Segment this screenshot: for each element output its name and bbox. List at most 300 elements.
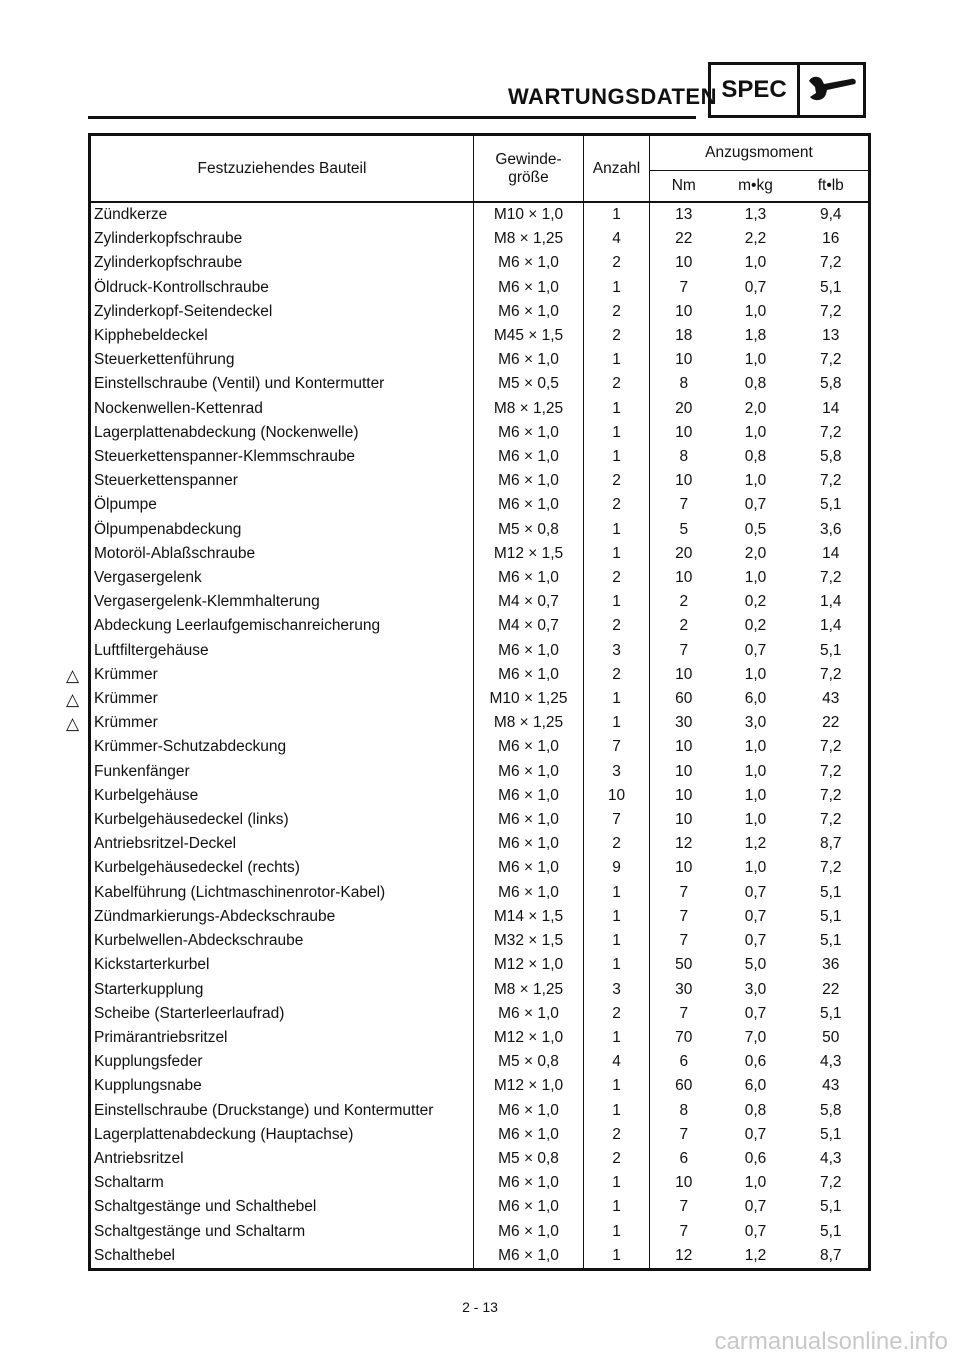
- cell-part: Funkenfänger: [94, 762, 190, 780]
- cell-ftlb: 16: [822, 230, 840, 248]
- cell-nm: 7: [650, 881, 718, 905]
- cell-thread: M6 × 1,0: [474, 1123, 584, 1147]
- cell-mkg: 0,8: [744, 375, 767, 393]
- table-row: [90, 639, 870, 663]
- cell-thread: M6 × 1,0: [474, 735, 584, 759]
- cell-thread: M5 × 0,8: [474, 1147, 584, 1171]
- cell-mkg: 1,2: [744, 835, 767, 853]
- table-row: [90, 1147, 870, 1171]
- cell-part: Vergasergelenk-Klemmhalterung: [94, 593, 320, 611]
- cell-nm: 30: [650, 978, 718, 1002]
- cell-part: Schaltgestänge und Schaltarm: [94, 1222, 306, 1240]
- cell-part: Kupplungsfeder: [94, 1053, 203, 1071]
- cell-nm: 13: [650, 202, 718, 227]
- cell-part: Zylinderkopf-Seitendeckel: [94, 302, 273, 320]
- cell-ftlb: 5,1: [819, 1004, 842, 1022]
- cell-qty: 1: [584, 929, 650, 953]
- torque-table: [88, 133, 871, 1271]
- cell-nm: 10: [650, 856, 718, 880]
- table-row: [90, 1074, 870, 1098]
- table-row: [90, 227, 870, 251]
- cell-nm: 10: [650, 566, 718, 590]
- cell-mkg: 0,2: [744, 617, 767, 635]
- cell-nm: 5: [650, 518, 718, 542]
- cell-thread: M6 × 1,0: [474, 1195, 584, 1219]
- cell-mkg: 0,7: [744, 1222, 767, 1240]
- cell-nm: 7: [650, 276, 718, 300]
- cell-mkg: 1,0: [744, 472, 767, 490]
- col-header-mkg: m•kg: [718, 171, 794, 203]
- cell-part: Motoröl-Ablaßschraube: [94, 544, 256, 562]
- cell-part: Kurbelgehäusedeckel (links): [94, 811, 289, 829]
- cell-ftlb: 7,2: [819, 762, 842, 780]
- cell-qty: 2: [584, 372, 650, 396]
- cell-thread: M6 × 1,0: [474, 663, 584, 687]
- cell-part: Steuerkettenführung: [94, 351, 235, 369]
- cell-qty: 1: [584, 1099, 650, 1123]
- cell-ftlb: 5,1: [819, 496, 842, 514]
- cell-mkg: 1,8: [744, 327, 767, 345]
- cell-qty: 1: [584, 711, 650, 735]
- cell-part: Krümmer: [94, 665, 158, 683]
- cell-nm: 10: [650, 735, 718, 759]
- cell-thread: M8 × 1,25: [474, 397, 584, 421]
- cell-ftlb: 50: [822, 1028, 840, 1046]
- table-row: [90, 881, 870, 905]
- col-header-qty: Anzahl: [584, 135, 650, 203]
- table-row: [90, 566, 870, 590]
- cell-nm: 12: [650, 832, 718, 856]
- table-row: [90, 1026, 870, 1050]
- cell-nm: 2: [650, 590, 718, 614]
- cell-nm: 30: [650, 711, 718, 735]
- cell-thread: M6 × 1,0: [474, 856, 584, 880]
- cell-nm: 10: [650, 348, 718, 372]
- cell-qty: 4: [584, 227, 650, 251]
- cell-mkg: 0,7: [744, 496, 767, 514]
- cell-ftlb: 43: [822, 1077, 840, 1095]
- cell-mkg: 1,0: [744, 351, 767, 369]
- cell-mkg: 1,0: [744, 665, 767, 683]
- cell-qty: 1: [584, 590, 650, 614]
- col-header-thread: [474, 135, 584, 203]
- cell-mkg: 0,7: [744, 883, 767, 901]
- cell-qty: 2: [584, 663, 650, 687]
- cell-part: Antriebsritzel-Deckel: [94, 835, 237, 853]
- cell-qty: 4: [584, 1050, 650, 1074]
- cell-qty: 2: [584, 324, 650, 348]
- cell-part: Schalthebel: [94, 1246, 176, 1264]
- cell-mkg: 0,7: [744, 641, 767, 659]
- cell-thread: M6 × 1,0: [474, 445, 584, 469]
- table-row: [90, 348, 870, 372]
- cell-mkg: 1,0: [744, 569, 767, 587]
- table-row: [90, 1171, 870, 1195]
- cell-thread: M8 × 1,25: [474, 711, 584, 735]
- cell-nm: 12: [650, 1244, 718, 1270]
- table-row: [90, 542, 870, 566]
- cell-qty: 7: [584, 735, 650, 759]
- table-row: [90, 300, 870, 324]
- cell-qty: 1: [584, 276, 650, 300]
- cell-mkg: 0,7: [744, 932, 767, 950]
- cell-thread: M12 × 1,5: [474, 542, 584, 566]
- cell-qty: 1: [584, 202, 650, 227]
- cell-thread: M45 × 1,5: [474, 324, 584, 348]
- watermark: carmanualsonline.info: [714, 1328, 948, 1355]
- cell-nm: 10: [650, 663, 718, 687]
- cell-qty: 1: [584, 518, 650, 542]
- cell-nm: 8: [650, 445, 718, 469]
- cell-mkg: 1,0: [744, 254, 767, 272]
- cell-ftlb: 7,2: [819, 351, 842, 369]
- cell-thread: M6 × 1,0: [474, 300, 584, 324]
- table-row: [90, 276, 870, 300]
- cell-ftlb: 7,2: [819, 423, 842, 441]
- cell-ftlb: 14: [822, 544, 840, 562]
- cell-ftlb: 43: [822, 690, 840, 708]
- cell-ftlb: 9,4: [819, 206, 842, 223]
- cell-ftlb: 7,2: [819, 811, 842, 829]
- cell-ftlb: 7,2: [819, 569, 842, 587]
- table-row: [90, 784, 870, 808]
- cell-mkg: 1,0: [744, 762, 767, 780]
- cell-thread: M32 × 1,5: [474, 929, 584, 953]
- cell-part: Einstellschraube (Ventil) und Kontermutter: [94, 375, 385, 393]
- cell-part: Lagerplattenabdeckung (Hauptachse): [94, 1125, 354, 1143]
- cell-qty: 1: [584, 1244, 650, 1270]
- cell-part: Luftfiltergehäuse: [94, 641, 209, 659]
- cell-mkg: 0,6: [744, 1149, 767, 1167]
- title-underline: [88, 116, 696, 119]
- cell-ftlb: 5,8: [819, 448, 842, 466]
- cell-part: Lagerplattenabdeckung (Nockenwelle): [94, 423, 359, 441]
- cell-nm: 10: [650, 1171, 718, 1195]
- cell-thread: M6 × 1,0: [474, 832, 584, 856]
- cell-nm: 10: [650, 808, 718, 832]
- cell-ftlb: 7,2: [819, 738, 842, 756]
- cell-ftlb: 5,1: [819, 1198, 842, 1216]
- cell-thread: M6 × 1,0: [474, 1171, 584, 1195]
- table-row: [90, 1002, 870, 1026]
- cell-nm: 10: [650, 300, 718, 324]
- cell-part: Zündkerze: [94, 206, 168, 223]
- cell-part: Krümmer: [94, 714, 158, 732]
- cell-part: Ölpumpe: [94, 496, 157, 514]
- table-row: [90, 1123, 870, 1147]
- cell-nm: 7: [650, 1123, 718, 1147]
- cell-mkg: 0,5: [744, 520, 767, 538]
- cell-part: Abdeckung Leerlaufgemischanreicherung: [94, 617, 381, 635]
- cell-part: Steuerkettenspanner: [94, 472, 238, 490]
- cell-nm: 60: [650, 687, 718, 711]
- table-row: [90, 760, 870, 784]
- cell-mkg: 0,7: [744, 907, 767, 925]
- cell-qty: 2: [584, 1002, 650, 1026]
- table-row: [90, 1220, 870, 1244]
- cell-ftlb: 7,2: [819, 786, 842, 804]
- table-row: [90, 663, 870, 687]
- table-row: [90, 978, 870, 1002]
- cell-part: Vergasergelenk: [94, 569, 202, 587]
- cell-part: Nockenwellen-Kettenrad: [94, 399, 263, 417]
- cell-qty: 10: [584, 784, 650, 808]
- cell-part: Antriebsritzel: [94, 1149, 184, 1167]
- cell-qty: 1: [584, 905, 650, 929]
- cell-part: Öldruck-Kontrollschraube: [94, 278, 269, 296]
- cell-mkg: 1,0: [744, 786, 767, 804]
- cell-thread: M6 × 1,0: [474, 1244, 584, 1270]
- cell-mkg: 0,7: [744, 278, 767, 296]
- cell-qty: 1: [584, 881, 650, 905]
- cell-part: Krümmer-Schutzabdeckung: [94, 738, 287, 756]
- cell-qty: 1: [584, 421, 650, 445]
- cell-mkg: 0,8: [744, 1101, 767, 1119]
- cell-mkg: 0,6: [744, 1053, 767, 1071]
- cell-thread: M12 × 1,0: [474, 953, 584, 977]
- cell-thread: M5 × 0,8: [474, 1050, 584, 1074]
- cell-thread: M6 × 1,0: [474, 469, 584, 493]
- cell-ftlb: 4,3: [819, 1149, 842, 1167]
- wrench-icon: [800, 65, 863, 115]
- cell-ftlb: 7,2: [819, 472, 842, 490]
- table-row: [90, 251, 870, 275]
- cell-ftlb: 3,6: [819, 520, 842, 538]
- cell-nm: 2: [650, 614, 718, 638]
- table-row: [90, 1244, 870, 1270]
- cell-nm: 50: [650, 953, 718, 977]
- triangle-marker-icon: △: [66, 714, 80, 734]
- cell-qty: 3: [584, 639, 650, 663]
- cell-ftlb: 5,1: [819, 1222, 842, 1240]
- table-row: [90, 735, 870, 759]
- cell-part: Zylinderkopfschraube: [94, 230, 243, 248]
- cell-mkg: 1,0: [744, 1174, 767, 1192]
- table-row: [90, 905, 870, 929]
- cell-nm: 20: [650, 397, 718, 421]
- page-title: WARTUNGSDATEN: [508, 84, 717, 109]
- cell-thread: M6 × 1,0: [474, 566, 584, 590]
- cell-qty: 3: [584, 978, 650, 1002]
- triangle-marker-icon: △: [66, 690, 80, 709]
- cell-thread: M12 × 1,0: [474, 1026, 584, 1050]
- cell-part: Kipphebeldeckel: [94, 327, 208, 345]
- cell-ftlb: 5,1: [819, 907, 842, 925]
- cell-part: Starterkupplung: [94, 980, 204, 998]
- cell-qty: 2: [584, 300, 650, 324]
- cell-qty: 1: [584, 348, 650, 372]
- cell-thread: M6 × 1,0: [474, 276, 584, 300]
- cell-qty: 9: [584, 856, 650, 880]
- spec-label: SPEC: [711, 65, 800, 115]
- cell-ftlb: 5,8: [819, 375, 842, 393]
- cell-ftlb: 22: [822, 714, 840, 732]
- cell-ftlb: 7,2: [819, 665, 842, 683]
- cell-mkg: 0,7: [744, 1004, 767, 1022]
- cell-nm: 60: [650, 1074, 718, 1098]
- cell-nm: 7: [650, 1195, 718, 1219]
- cell-mkg: 1,0: [744, 738, 767, 756]
- cell-ftlb: 5,8: [819, 1101, 842, 1119]
- col-header-torque: Anzugsmoment: [650, 135, 870, 171]
- cell-qty: 2: [584, 251, 650, 275]
- cell-thread: M6 × 1,0: [474, 639, 584, 663]
- cell-thread: M6 × 1,0: [474, 1002, 584, 1026]
- cell-qty: 1: [584, 1074, 650, 1098]
- cell-qty: 1: [584, 397, 650, 421]
- table-row: [90, 1195, 870, 1219]
- cell-nm: 10: [650, 469, 718, 493]
- table-row: [90, 421, 870, 445]
- cell-part: Schaltgestänge und Schalthebel: [94, 1198, 317, 1216]
- cell-mkg: 0,8: [744, 448, 767, 466]
- cell-thread: M6 × 1,0: [474, 1099, 584, 1123]
- cell-nm: 18: [650, 324, 718, 348]
- cell-nm: 8: [650, 372, 718, 396]
- cell-qty: 1: [584, 687, 650, 711]
- cell-qty: 1: [584, 445, 650, 469]
- cell-qty: 1: [584, 953, 650, 977]
- cell-thread: M12 × 1,0: [474, 1074, 584, 1098]
- table-row: [90, 397, 870, 421]
- cell-ftlb: 7,2: [819, 1174, 842, 1192]
- cell-ftlb: 8,7: [819, 835, 842, 853]
- cell-nm: 20: [650, 542, 718, 566]
- table-row: [90, 1050, 870, 1074]
- cell-mkg: 6,0: [744, 1077, 767, 1095]
- table-row: [90, 372, 870, 396]
- cell-ftlb: 1,4: [819, 593, 842, 611]
- cell-qty: 2: [584, 1147, 650, 1171]
- cell-ftlb: 1,4: [819, 617, 842, 635]
- table-body: [90, 202, 870, 1269]
- cell-thread: M6 × 1,0: [474, 784, 584, 808]
- cell-nm: 7: [650, 1002, 718, 1026]
- cell-nm: 10: [650, 784, 718, 808]
- cell-ftlb: 13: [822, 327, 840, 345]
- cell-thread: M14 × 1,5: [474, 905, 584, 929]
- cell-thread: M6 × 1,0: [474, 251, 584, 275]
- cell-qty: 7: [584, 808, 650, 832]
- cell-mkg: 1,3: [744, 206, 767, 223]
- cell-nm: 70: [650, 1026, 718, 1050]
- col-header-thread-line1: Gewinde-: [495, 150, 562, 168]
- cell-part: Ölpumpenabdeckung: [94, 520, 242, 538]
- triangle-marker-icon: △: [66, 665, 80, 685]
- cell-thread: M8 × 1,25: [474, 227, 584, 251]
- cell-mkg: 6,0: [744, 690, 767, 708]
- cell-qty: 2: [584, 614, 650, 638]
- cell-nm: 7: [650, 929, 718, 953]
- cell-ftlb: 5,1: [819, 1125, 842, 1143]
- table-row: [90, 469, 870, 493]
- table-row: [90, 808, 870, 832]
- cell-ftlb: 7,2: [819, 254, 842, 272]
- col-header-part: Festzuziehendes Bauteil: [90, 135, 474, 203]
- spec-badge: [708, 62, 866, 118]
- cell-mkg: 1,0: [744, 811, 767, 829]
- cell-part: Kickstarterkurbel: [94, 956, 210, 974]
- cell-ftlb: 5,1: [819, 932, 842, 950]
- cell-nm: 8: [650, 1099, 718, 1123]
- cell-nm: 10: [650, 251, 718, 275]
- cell-qty: 3: [584, 760, 650, 784]
- cell-thread: M6 × 1,0: [474, 881, 584, 905]
- table-row: [90, 929, 870, 953]
- cell-thread: M6 × 1,0: [474, 1220, 584, 1244]
- cell-part: Kurbelwellen-Abdeckschraube: [94, 932, 304, 950]
- table-row: [90, 832, 870, 856]
- cell-mkg: 1,0: [744, 423, 767, 441]
- cell-thread: M6 × 1,0: [474, 808, 584, 832]
- table-row: [90, 1099, 870, 1123]
- cell-nm: 22: [650, 227, 718, 251]
- cell-nm: 7: [650, 493, 718, 517]
- cell-part: Zündmarkierungs-Abdeckschraube: [94, 907, 336, 925]
- cell-mkg: 1,2: [744, 1246, 767, 1264]
- cell-mkg: 5,0: [744, 956, 767, 974]
- col-header-ftlb: ft•lb: [794, 171, 870, 203]
- cell-part: Kabelführung (Lichtmaschinenrotor-Kabel): [94, 883, 386, 901]
- cell-thread: M6 × 1,0: [474, 421, 584, 445]
- cell-mkg: 7,0: [744, 1028, 767, 1046]
- cell-ftlb: 5,1: [819, 278, 842, 296]
- cell-thread: M8 × 1,25: [474, 978, 584, 1002]
- cell-ftlb: 22: [822, 980, 840, 998]
- page-number: 2 - 13: [462, 1299, 498, 1315]
- cell-part: Krümmer: [94, 690, 158, 708]
- cell-part: Einstellschraube (Druckstange) und Kontermutter: [94, 1101, 434, 1119]
- cell-part: Kurbelgehäusedeckel (rechts): [94, 859, 300, 877]
- cell-thread: M5 × 0,5: [474, 372, 584, 396]
- cell-nm: 7: [650, 905, 718, 929]
- cell-mkg: 1,0: [744, 859, 767, 877]
- table-row: [90, 953, 870, 977]
- cell-thread: M10 × 1,0: [474, 202, 584, 227]
- cell-thread: M6 × 1,0: [474, 493, 584, 517]
- cell-ftlb: 4,3: [819, 1053, 842, 1071]
- cell-mkg: 3,0: [744, 980, 767, 998]
- cell-part: Kupplungsnabe: [94, 1077, 202, 1095]
- cell-qty: 1: [584, 1171, 650, 1195]
- cell-thread: M10 × 1,25: [474, 687, 584, 711]
- cell-mkg: 2,0: [744, 399, 767, 417]
- cell-thread: M4 × 0,7: [474, 590, 584, 614]
- cell-ftlb: 36: [822, 956, 840, 974]
- cell-qty: 2: [584, 493, 650, 517]
- table-row: [90, 324, 870, 348]
- cell-ftlb: 7,2: [819, 302, 842, 320]
- cell-nm: 10: [650, 421, 718, 445]
- cell-qty: 1: [584, 1220, 650, 1244]
- cell-part: Zylinderkopfschraube: [94, 254, 243, 272]
- cell-mkg: 3,0: [744, 714, 767, 732]
- cell-part: Schaltarm: [94, 1174, 164, 1192]
- table-row: [90, 445, 870, 469]
- cell-mkg: 0,7: [744, 1125, 767, 1143]
- cell-qty: 2: [584, 566, 650, 590]
- table-row: [90, 590, 870, 614]
- col-header-nm: Nm: [650, 171, 718, 203]
- cell-nm: 10: [650, 760, 718, 784]
- col-header-thread-line2: größe: [508, 168, 549, 186]
- table-row: [90, 687, 870, 711]
- cell-part: Scheibe (Starterleerlaufrad): [94, 1004, 285, 1022]
- cell-ftlb: 5,1: [819, 641, 842, 659]
- cell-qty: 2: [584, 469, 650, 493]
- cell-qty: 2: [584, 832, 650, 856]
- cell-thread: M6 × 1,0: [474, 348, 584, 372]
